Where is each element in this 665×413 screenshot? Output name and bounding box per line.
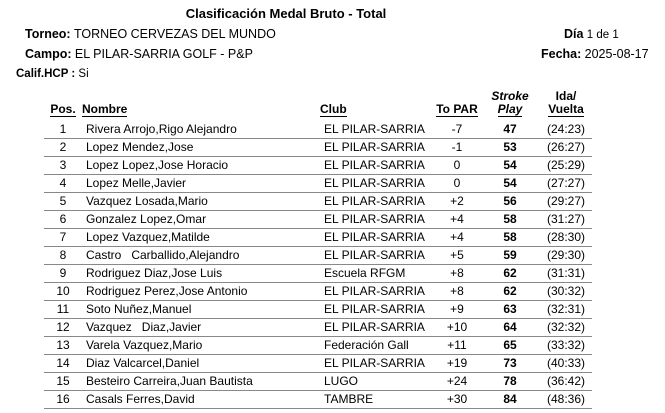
table-row [44, 355, 592, 373]
col-stroke-label: Stroke [491, 89, 529, 103]
cell-sp: 58 [480, 229, 540, 247]
cell-name: Vazquez Diaz,Javier [82, 319, 320, 337]
table-row [44, 391, 592, 409]
cell-par: +8 [434, 283, 480, 301]
cell-pos: 7 [44, 229, 82, 247]
cell-pos: 10 [44, 283, 82, 301]
cell-sp: 54 [480, 157, 540, 175]
cell-pos: 11 [44, 301, 82, 319]
cell-sp: 65 [480, 337, 540, 355]
cell-iv: (29:27) [540, 193, 592, 211]
cell-pos: 2 [44, 139, 82, 157]
cell-name: Lopez Vazquez,Matilde [82, 229, 320, 247]
fecha-value: 2025-08-17 [584, 47, 649, 61]
table-row [44, 373, 592, 391]
table-row [44, 283, 592, 301]
cell-iv: (36:42) [540, 373, 592, 391]
cell-par: -7 [434, 121, 480, 139]
cell-par: 0 [434, 175, 480, 193]
campo-label: Campo: [25, 47, 72, 61]
cell-name: Besteiro Carreira,Juan Bautista [82, 373, 320, 391]
table-row [44, 211, 592, 229]
cell-name: Castro Carballido,Alejandro [82, 247, 320, 265]
cell-par: +30 [434, 391, 480, 409]
col-vuelta-label: Vuelta [548, 102, 584, 116]
cell-par: +24 [434, 373, 480, 391]
table-row [44, 265, 592, 283]
fecha-label: Fecha: [541, 47, 582, 61]
cell-pos: 5 [44, 193, 82, 211]
cell-club: EL PILAR-SARRIA [320, 121, 434, 139]
cell-par: +11 [434, 337, 480, 355]
cell-iv: (25:29) [540, 157, 592, 175]
report-title: Clasificación Medal Bruto - Total [185, 6, 387, 21]
torneo-label: Torneo: [25, 27, 71, 41]
cell-club: EL PILAR-SARRIA [320, 193, 434, 211]
cell-name: Vazquez Losada,Mario [82, 193, 320, 211]
cell-club: EL PILAR-SARRIA [320, 283, 434, 301]
cell-sp: 84 [480, 391, 540, 409]
cell-iv: (32:32) [540, 319, 592, 337]
cell-iv: (48:36) [540, 391, 592, 409]
cell-par: +9 [434, 301, 480, 319]
torneo-line [25, 27, 276, 41]
cell-iv: (29:30) [540, 247, 592, 265]
cell-iv: (28:30) [540, 229, 592, 247]
table-row [44, 139, 592, 157]
fecha-line [541, 47, 649, 61]
table-row [44, 193, 592, 211]
table-row [44, 229, 592, 247]
table-row [44, 337, 592, 355]
cell-name: Rodriguez Diaz,Jose Luis [82, 265, 320, 283]
cell-iv: (33:32) [540, 337, 592, 355]
dia-value: 1 de 1 [586, 29, 619, 41]
cell-name: Rodriguez Perez,Jose Antonio [82, 283, 320, 301]
cell-sp: 59 [480, 247, 540, 265]
dia-line [564, 27, 619, 41]
cell-sp: 54 [480, 175, 540, 193]
cell-name: Soto Nuñez,Manuel [82, 301, 320, 319]
cell-name: Casals Ferres,David [82, 391, 320, 409]
cell-sp: 53 [480, 139, 540, 157]
cell-club: EL PILAR-SARRIA [320, 139, 434, 157]
cell-name: Rivera Arrojo,Rigo Alejandro [82, 121, 320, 139]
col-stroke-play [480, 90, 540, 116]
cell-pos: 6 [44, 211, 82, 229]
cell-iv: (24:23) [540, 121, 592, 139]
col-pos: Pos. [50, 102, 76, 116]
cell-pos: 1 [44, 121, 82, 139]
col-club: Club [320, 102, 347, 116]
table-header-row [44, 90, 592, 116]
cell-par: 0 [434, 157, 480, 175]
cell-pos: 16 [44, 391, 82, 409]
cell-club: EL PILAR-SARRIA [320, 301, 434, 319]
cell-par: +2 [434, 193, 480, 211]
cell-club: Federación Gall [320, 337, 434, 355]
calif-line [16, 68, 89, 80]
table-row [44, 157, 592, 175]
cell-pos: 14 [44, 355, 82, 373]
dia-label: Día [564, 27, 584, 41]
cell-club: Escuela RFGM [320, 265, 434, 283]
table-row [44, 319, 592, 337]
cell-sp: 62 [480, 283, 540, 301]
cell-pos: 9 [44, 265, 82, 283]
cell-iv: (26:27) [540, 139, 592, 157]
results-table [44, 90, 592, 409]
table-row [44, 175, 592, 193]
cell-pos: 13 [44, 337, 82, 355]
cell-par: -1 [434, 139, 480, 157]
cell-par: +4 [434, 229, 480, 247]
cell-name: Gonzalez Lopez,Omar [82, 211, 320, 229]
calif-label: Calif.HCP : [16, 68, 76, 80]
cell-sp: 64 [480, 319, 540, 337]
col-ida-label: Ida/ [555, 89, 577, 103]
cell-club: EL PILAR-SARRIA [320, 355, 434, 373]
cell-iv: (27:27) [540, 175, 592, 193]
cell-iv: (31:27) [540, 211, 592, 229]
campo-value: EL PILAR-SARRIA GOLF - P&P [74, 47, 253, 61]
cell-sp: 78 [480, 373, 540, 391]
cell-pos: 4 [44, 175, 82, 193]
table-row [44, 301, 592, 319]
cell-iv: (31:31) [540, 265, 592, 283]
cell-club: EL PILAR-SARRIA [320, 211, 434, 229]
cell-sp: 63 [480, 301, 540, 319]
cell-pos: 8 [44, 247, 82, 265]
cell-club: EL PILAR-SARRIA [320, 229, 434, 247]
cell-name: Diaz Valcarcel,Daniel [82, 355, 320, 373]
cell-par: +8 [434, 265, 480, 283]
cell-pos: 3 [44, 157, 82, 175]
cell-pos: 12 [44, 319, 82, 337]
cell-sp: 56 [480, 193, 540, 211]
cell-sp: 58 [480, 211, 540, 229]
calif-value: Si [78, 68, 89, 80]
cell-sp: 73 [480, 355, 540, 373]
cell-club: EL PILAR-SARRIA [320, 175, 434, 193]
col-play-label: Play [497, 102, 523, 116]
table-row [44, 121, 592, 139]
cell-par: +5 [434, 247, 480, 265]
col-topar: To PAR [436, 102, 478, 116]
cell-club: LUGO [320, 373, 434, 391]
campo-line [25, 47, 253, 61]
table-row [44, 247, 592, 265]
cell-sp: 62 [480, 265, 540, 283]
cell-iv: (40:33) [540, 355, 592, 373]
col-ida-vuelta [540, 90, 592, 116]
cell-par: +10 [434, 319, 480, 337]
torneo-value: TORNEO CERVEZAS DEL MUNDO [73, 27, 276, 41]
cell-name: Lopez Melle,Javier [82, 175, 320, 193]
cell-par: +4 [434, 211, 480, 229]
cell-pos: 15 [44, 373, 82, 391]
cell-club: TAMBRE [320, 391, 434, 409]
cell-name: Lopez Mendez,Jose [82, 139, 320, 157]
cell-par: +19 [434, 355, 480, 373]
cell-iv: (32:31) [540, 301, 592, 319]
cell-name: Lopez Lopez,Jose Horacio [82, 157, 320, 175]
cell-club: EL PILAR-SARRIA [320, 247, 434, 265]
cell-name: Varela Vazquez,Mario [82, 337, 320, 355]
cell-sp: 47 [480, 121, 540, 139]
cell-club: EL PILAR-SARRIA [320, 319, 434, 337]
col-nombre: Nombre [82, 102, 128, 116]
cell-club: EL PILAR-SARRIA [320, 157, 434, 175]
cell-iv: (30:32) [540, 283, 592, 301]
